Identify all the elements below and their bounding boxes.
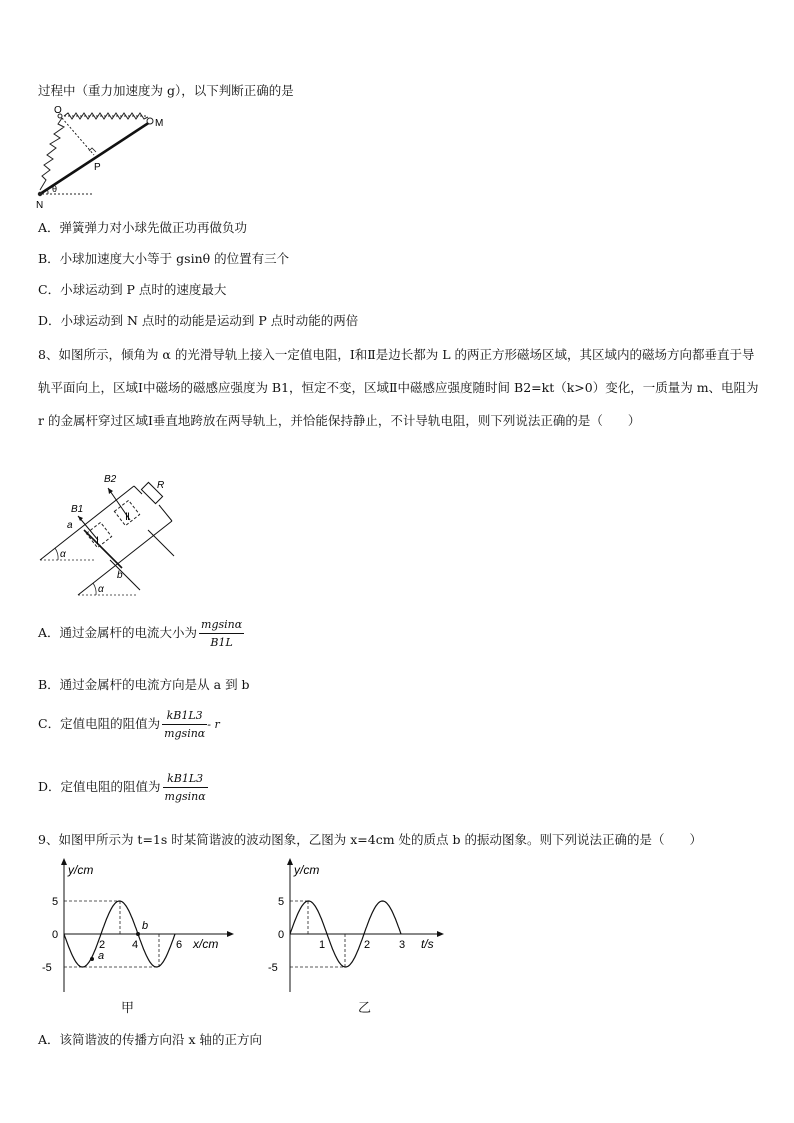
jia-xtick-4: 4 [132, 939, 139, 951]
label-b2: B2 [104, 474, 117, 485]
jia-ytick-neg5: -5 [42, 962, 52, 974]
q8-option-a-num: mgsinα [199, 618, 244, 634]
label-r: R [157, 480, 165, 491]
yi-xtick-3: 3 [399, 939, 406, 951]
yi-ytick-0: 0 [278, 929, 285, 941]
q8-option-c-tail: - r [207, 718, 220, 731]
yi-ylabel: y/cm [294, 863, 320, 877]
q7-option-b: B．小球加速度大小等于 gsinθ 的位置有三个 [38, 251, 290, 266]
label-o: O [54, 105, 62, 116]
label-a: a [67, 520, 73, 531]
jia-xlabel: x/cm [193, 937, 219, 951]
q8-option-d-num: kB1L3 [163, 772, 208, 788]
yi-xlabel: t/s [421, 937, 434, 951]
q8-option-d-fraction [163, 772, 208, 803]
jia-caption: 甲 [121, 1001, 135, 1016]
q7-option-c: C．小球运动到 P 点时的速度最大 [38, 282, 227, 297]
q8-option-b: B．通过金属杆的电流方向是从 a 到 b [38, 677, 250, 692]
label-p: P [94, 162, 101, 173]
label-b: b [117, 570, 123, 581]
jia-ytick-5: 5 [52, 896, 59, 908]
label-alpha-2: α [98, 584, 104, 595]
q7-intro: 过程中（重力加速度为 g），以下判断正确的是 [38, 83, 294, 98]
jia-xtick-6: 6 [176, 939, 183, 951]
q9-wave-graph [38, 858, 238, 998]
q9-option-a: A．该简谐波的传播方向沿 x 轴的正方向 [38, 1032, 263, 1047]
q8-option-a-fraction [199, 618, 244, 649]
yi-ytick-5: 5 [278, 896, 285, 908]
q7-figure [34, 104, 174, 212]
q8-option-c-den: mgsinα [164, 727, 206, 740]
label-region-1: Ⅰ [96, 536, 99, 547]
q8-option-d [38, 772, 208, 803]
q8-option-d-den: mgsinα [164, 790, 206, 803]
jia-xtick-2: 2 [99, 939, 106, 951]
jia-point-b: b [142, 920, 149, 932]
q8-option-a-den: B1L [210, 636, 233, 649]
label-n: N [36, 200, 44, 211]
jia-ytick-0: 0 [52, 929, 59, 941]
q8-stem: 8、如图所示，倾角为 α 的光滑导轨上接入一定值电阻，Ⅰ和Ⅱ是边长都为 L 的两正方形磁场区域，其区域内的磁场方向都垂直于导轨平面向上，区域Ⅰ中磁场的磁感应强度为 B1，恒定不变，区域Ⅱ中磁感应强度随时间 B2=kt（k>0）变化，一质量为 m、电阻为 r 的金属杆穿过区域Ⅰ垂直地跨放在两导轨上，并恰能保持静止，不计导轨电阻，则下列说法正确的是（ ） [38, 347, 759, 428]
q9-vibration-graph [268, 858, 448, 998]
q8-option-a-prefix: A．通过金属杆的电流大小为 [38, 625, 198, 640]
yi-xtick-2: 2 [364, 939, 371, 951]
jia-ylabel: y/cm [68, 863, 94, 877]
q8-option-c-num: kB1L3 [162, 709, 207, 725]
yi-xtick-1: 1 [319, 939, 326, 951]
label-theta: θ [52, 184, 58, 194]
q8-option-c-prefix: C．定值电阻的阻值为 [38, 716, 161, 731]
label-b1: B1 [71, 504, 84, 515]
q7-option-a: A．弹簧弹力对小球先做正功再做负功 [38, 220, 248, 235]
jia-point-a: a [98, 950, 105, 962]
label-region-2: Ⅱ [125, 512, 130, 523]
q8-option-a [38, 618, 244, 649]
q8-option-c-fraction [162, 709, 207, 740]
q9-stem: 9、如图甲所示为 t=1s 时某简谐波的波动图象，乙图为 x=4cm 处的质点 b 的振动图象。则下列说法正确的是（ ） [38, 832, 702, 847]
q8-option-c [38, 709, 220, 740]
q7-option-d: D．小球运动到 N 点时的动能是运动到 P 点时动能的两倍 [38, 313, 359, 328]
label-m: M [155, 118, 164, 129]
q8-figure [38, 468, 188, 598]
yi-caption: 乙 [358, 1001, 372, 1016]
q8-option-d-prefix: D．定值电阻的阻值为 [38, 779, 161, 794]
yi-ytick-neg5: -5 [268, 962, 278, 974]
label-alpha-1: α [60, 549, 66, 560]
